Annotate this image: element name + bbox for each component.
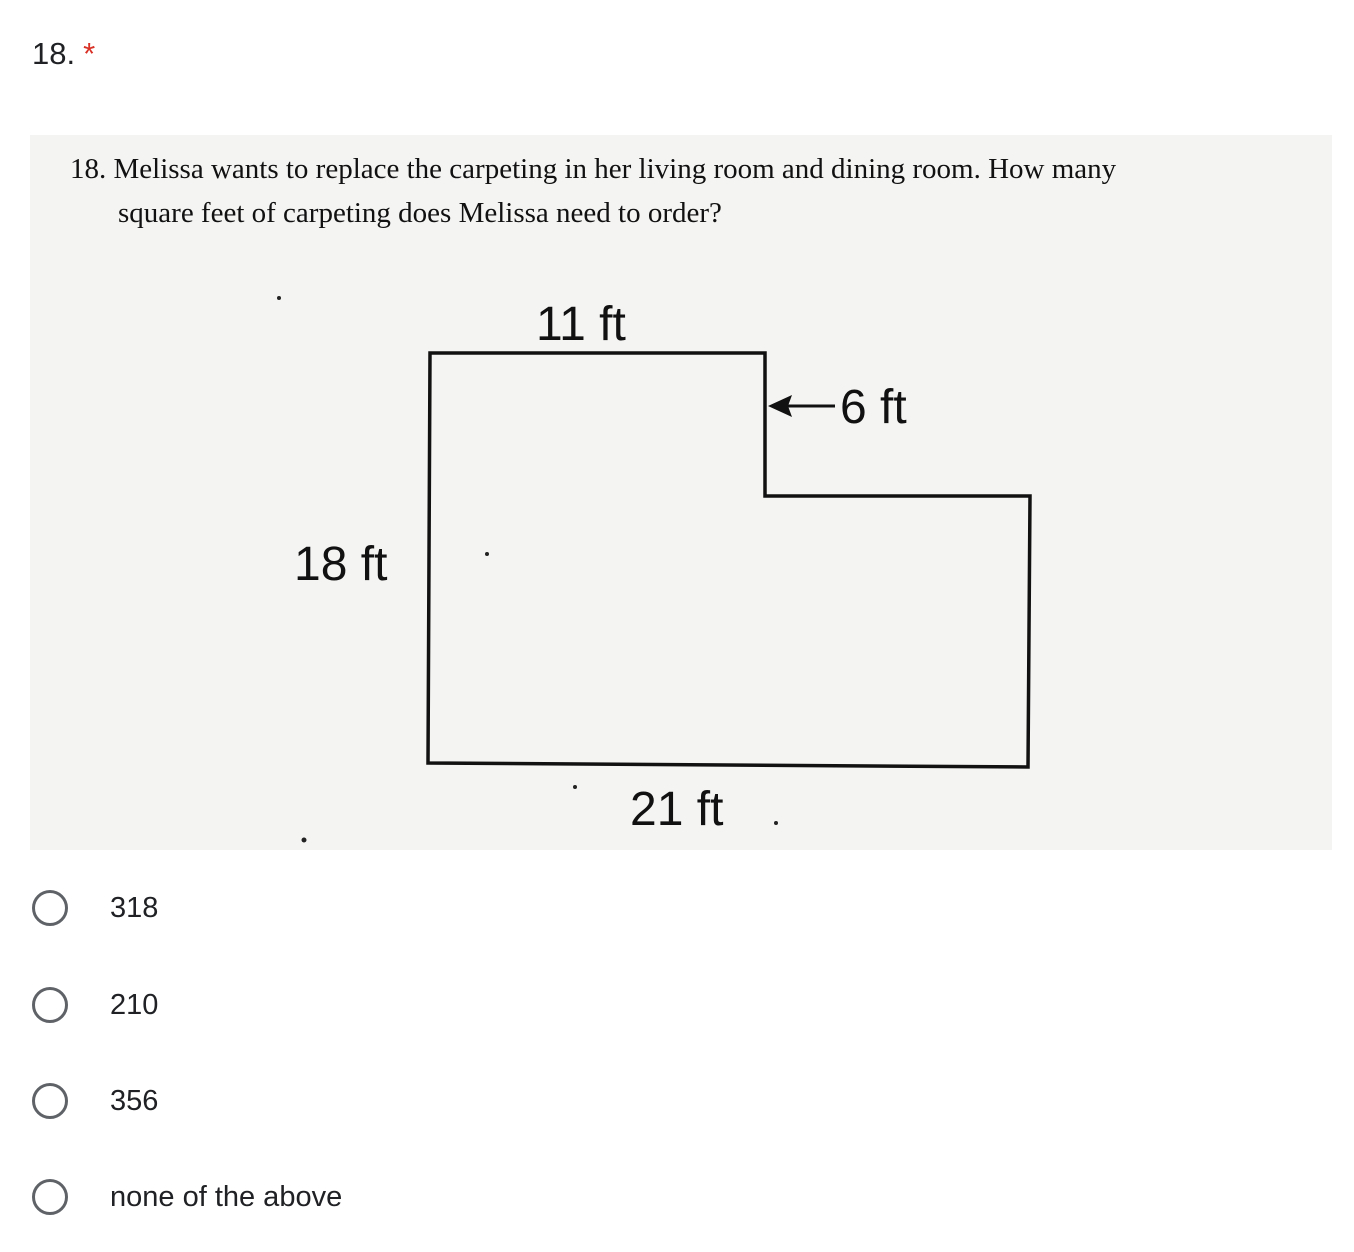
label-left-height: 18 ft (294, 538, 388, 591)
question-text-line2: square feet of carpeting does Melissa need to order? (118, 197, 722, 229)
radio-button[interactable] (32, 890, 68, 926)
question-image (30, 135, 1332, 850)
option-none-of-the-above[interactable] (32, 1173, 632, 1221)
option-label: none of the above (110, 1180, 343, 1213)
required-marker: * (83, 36, 96, 71)
option-label: 210 (110, 988, 159, 1021)
radio-button[interactable] (32, 987, 68, 1023)
room-outline (428, 353, 1030, 767)
question-number: 18. (32, 36, 76, 71)
question-text-line1: 18. Melissa wants to replace the carpeting in her living room and dining room. How many (70, 153, 1117, 185)
option-label: 356 (110, 1084, 159, 1117)
option-318[interactable] (32, 884, 632, 932)
radio-button[interactable] (32, 1083, 68, 1119)
question-title (32, 34, 95, 74)
option-210[interactable] (32, 981, 632, 1029)
radio-button[interactable] (32, 1179, 68, 1215)
label-notch-depth: 6 ft (840, 381, 907, 434)
label-top-width: 11 ft (536, 298, 626, 351)
option-label: 318 (110, 891, 159, 924)
option-356[interactable] (32, 1077, 632, 1125)
floor-plan-diagram (30, 135, 1332, 850)
label-bottom-width: 21 ft (630, 783, 724, 836)
